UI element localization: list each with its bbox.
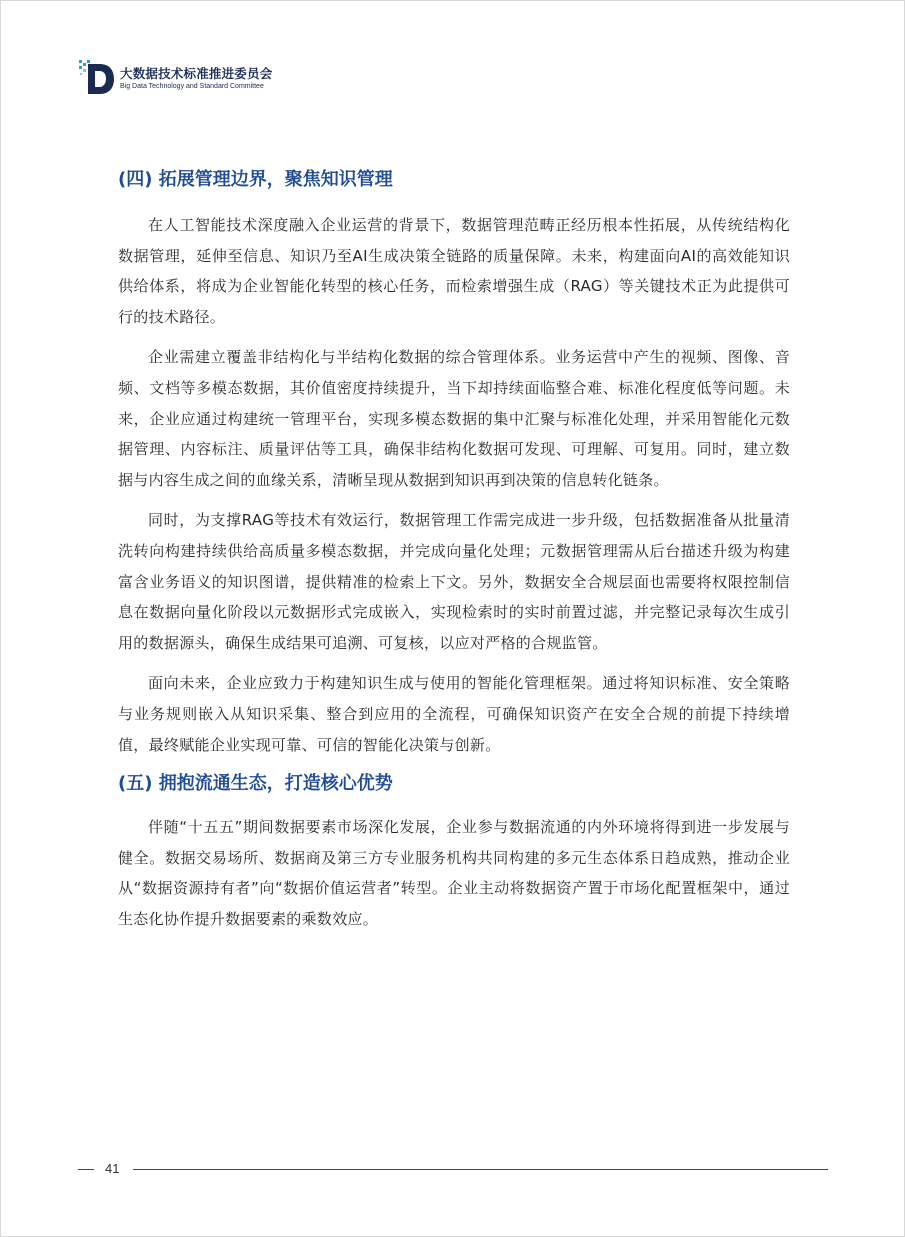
paragraph: 企业需建立覆盖非结构化与半结构化数据的综合管理体系。业务运营中产生的视频、图像、音频、文档等多模态数据，其价值密度持续提升，当下却持续面临整合难、标准化程度低等问题。未来，企业应通过构建统一管理平台，实现多模态数据的集中汇聚与标准化处理，并采用智能化元数据管理、内容标注、质量评估等工具，确保非结构化数据可发现、可理解、可复用。同时，建立数据与内容生成之间的血缘关系，清晰呈现从数据到知识再到决策的信息转化链条。 [118,348,790,489]
footer-rule-right [133,1169,828,1170]
letter-d-pixel-logo-icon [78,58,116,98]
footer-rule-left [78,1169,94,1170]
section-heading-4: (四) 拓展管理边界，聚焦知识管理 [118,169,393,190]
page-footer [78,1158,828,1182]
paragraph: 伴随“十五五”期间数据要素市场深化发展，企业参与数据流通的内外环境将得到进一步发展与健全。数据交易场所、数据商及第三方专业服务机构共同构建的多元生态体系日趋成熟，推动企业从“数据资源持有者”向“数据价值运营者”转型。企业主动将数据资产置于市场化配置框架中，通过生态化协作提升数据要素的乘数效应。 [118,818,790,928]
paragraph: 面向未来，企业应致力于构建知识生成与使用的智能化管理框架。通过将知识标准、安全策略与业务规则嵌入从知识采集、整合到应用的全流程，可确保知识资产在安全合规的前提下持续增值，最终赋能企业实现可靠、可信的智能化决策与创新。 [118,674,790,754]
page-header [78,58,272,98]
section-heading-5: (五) 拥抱流通生态，打造核心优势 [118,773,393,795]
org-name-cn: 大数据技术标准推进委员会 [120,65,273,81]
org-name-block [120,66,272,91]
paragraph: 同时，为支撑RAG等技术有效运行，数据管理工作需完成进一步升级，包括数据准备从批量清洗转向构建持续供给高质量多模态数据，并完成向量化处理；元数据管理需从后台描述升级为构建富含业务语义的知识图谱，提供精准的检索上下文。另外，数据安全合规层面也需要将权限控制信息在数据向量化阶段以元数据形式完成嵌入，实现检索时的实时前置过滤，并完整记录每次生成引用的数据源头，确保生成结果可追溯、可复核，以应对严格的合规监管。 [118,511,790,652]
org-name-en: Big Data Technology and Standard Committee [120,82,264,90]
page-number: 41 [105,1161,120,1176]
document-body [118,164,790,934]
paragraph: 在人工智能技术深度融入企业运营的背景下，数据管理范畴正经历根本性拓展，从传统结构化数据管理，延伸至信息、知识乃至AI生成决策全链路的质量保障。未来，构建面向AI的高效能知识供给体系，将成为企业智能化转型的核心任务，而检索增强生成（RAG）等关键技术正为此提供可行的技术路径。 [118,216,790,326]
